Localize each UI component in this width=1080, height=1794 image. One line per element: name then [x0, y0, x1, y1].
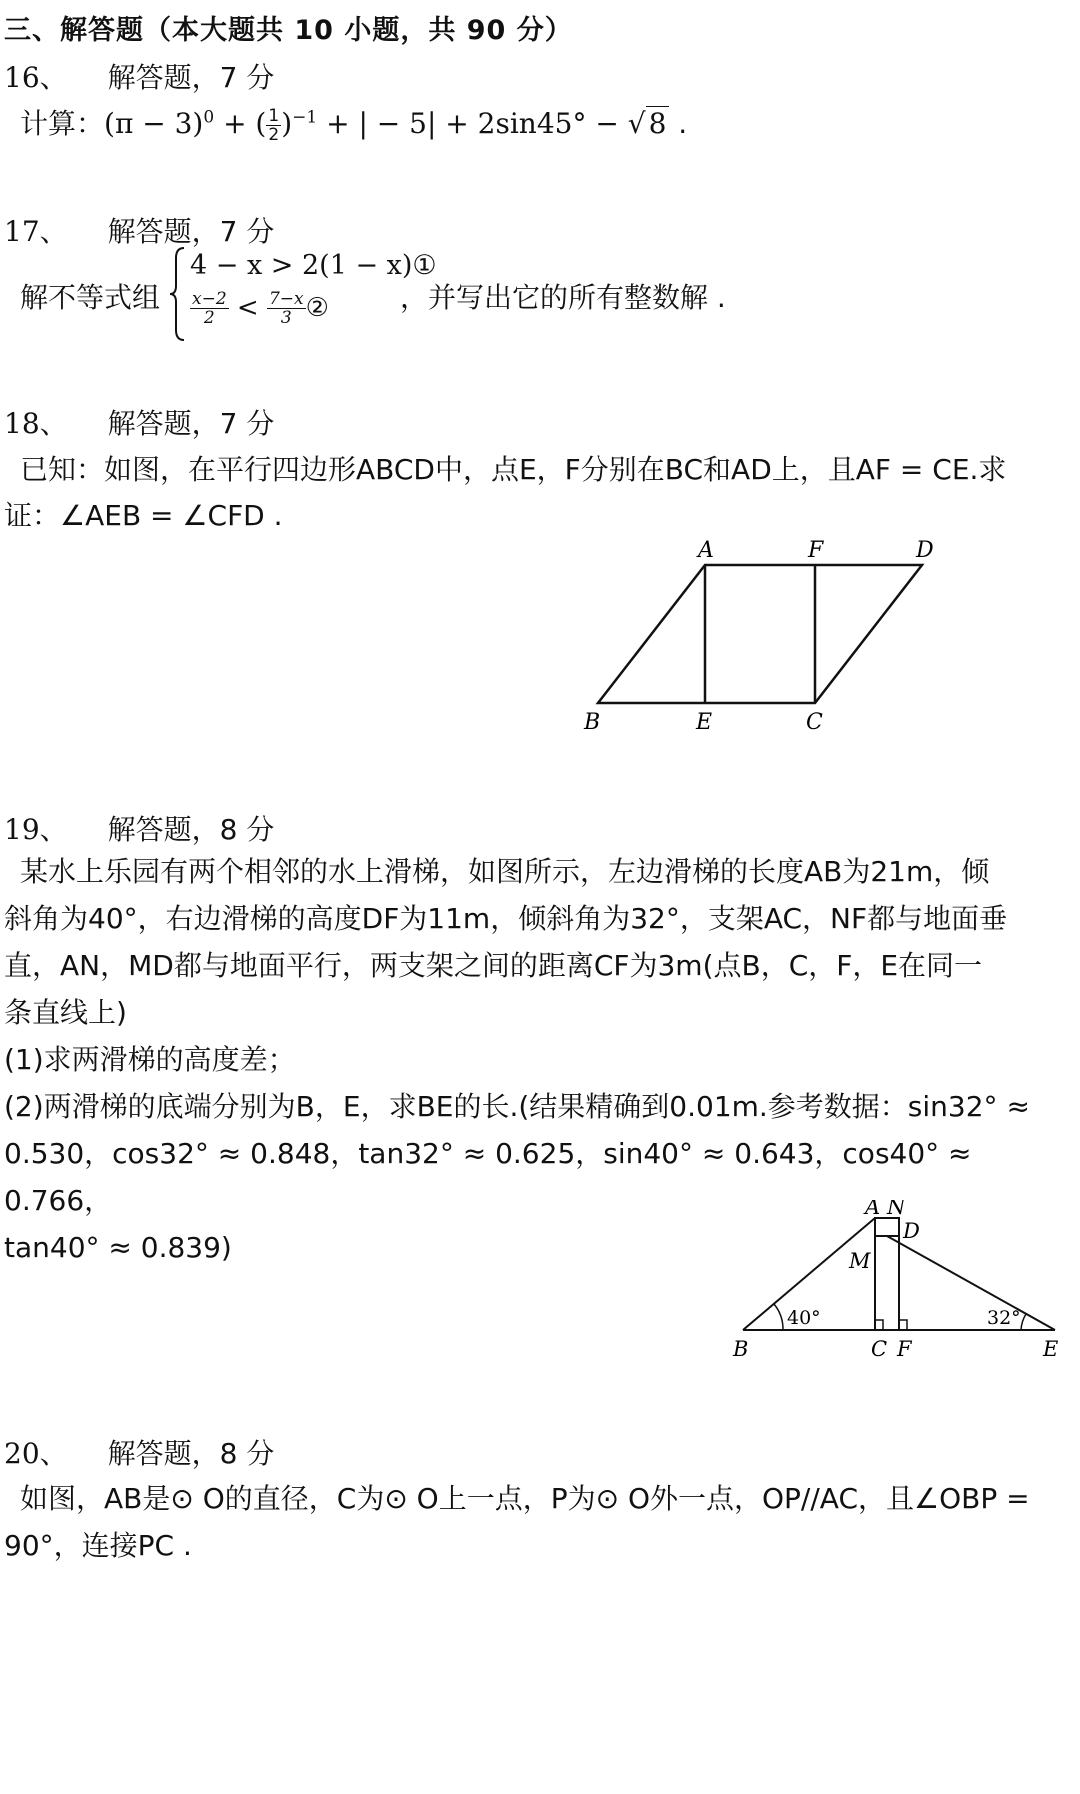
sqrt-sign: √ — [627, 107, 646, 140]
inequality-1: 4 − x > 2(1 − x)① — [190, 250, 437, 281]
expr-part: (π − 3) — [104, 107, 204, 140]
question-16-body: 计算：$(\pi - 3)^0$ + ( $\frac{1}{2}$ )$^{-1}$ + | − 5| + 2sin45° − √ 8 . — [20, 105, 688, 145]
question-number: 18、 — [4, 407, 68, 440]
label-c: C — [871, 1337, 888, 1361]
section-title: 三、解答题（本大题共 10 小题，共 90 分） — [4, 15, 573, 46]
question-type: 解答题，8 分 — [107, 813, 275, 846]
tail-text: . — [669, 107, 688, 140]
label-m: M — [849, 1249, 871, 1273]
label-a: A — [698, 538, 714, 563]
left-brace — [168, 246, 188, 342]
prefix-text: 计算： — [20, 107, 105, 140]
question-number: 20、 — [4, 1437, 68, 1470]
right-angle-c — [875, 1320, 883, 1330]
circle-2: ② — [305, 293, 329, 323]
text-line: (1)求两滑梯的高度差； — [4, 1043, 296, 1076]
question-type: 解答题，7 分 — [107, 61, 275, 94]
text-line: 0.530，cos32° ≈ 0.848，tan32° ≈ 0.625，sin40° ≈ 0.643，cos40° ≈ 0.766， — [4, 1137, 972, 1217]
label-e: E — [1043, 1337, 1059, 1361]
label-e: E — [696, 710, 713, 735]
question-type: 解答题，7 分 — [107, 407, 275, 440]
angle-32-label: 32° — [987, 1307, 1021, 1329]
fraction: $\frac{1}{2}$ — [268, 105, 280, 145]
question-type: 解答题，8 分 — [107, 1437, 275, 1470]
exponent: 0 — [203, 107, 215, 128]
question-number: 19、 — [4, 813, 68, 846]
label-b: B — [733, 1337, 749, 1361]
question-18-line-2: 证：∠AEB = ∠CFD . — [4, 499, 283, 532]
system-suffix: ，并写出它的所有整数解 . — [400, 281, 726, 314]
right-slide — [887, 1236, 1055, 1330]
text-line: (2)两滑梯的底端分别为B，E，求BE的长.(结果精确到0.01m.参考数据：sin32° ≈ — [4, 1090, 1030, 1123]
label-n: N — [887, 1200, 906, 1219]
text-line: 斜角为40°，右边滑梯的高度DF为11m，倾斜角为32°，支架AC，NF都与地面垂 — [4, 902, 1008, 935]
text-line: tan40° ≈ 0.839) — [4, 1231, 232, 1264]
question-20-body — [4, 1475, 1072, 1569]
question-type: 解答题，7 分 — [107, 215, 275, 248]
question-number: 17、 — [4, 215, 68, 248]
label-f: F — [897, 1337, 912, 1361]
question-number: 16、 — [4, 61, 68, 94]
label-a: A — [865, 1200, 881, 1219]
text-line: 条直线上) — [4, 996, 127, 1029]
right-angle-f — [899, 1320, 907, 1330]
label-d: D — [903, 1219, 920, 1243]
question-20-header — [4, 1432, 274, 1472]
less-than: < — [228, 293, 267, 323]
angle-40-label: 40° — [787, 1307, 821, 1329]
fraction-1: $\frac{x-2}{2}$ — [192, 289, 227, 328]
sqrt-arg: 8 — [646, 106, 670, 140]
water-slide-figure — [725, 1200, 1065, 1380]
inequality-2 — [190, 290, 329, 327]
expr-part: + ( — [214, 107, 267, 140]
exponent: −1 — [292, 107, 318, 128]
fraction-2: $\frac{7-x}{3}$ — [268, 289, 304, 328]
angle-arc-right — [1021, 1314, 1026, 1330]
label-d: D — [916, 538, 934, 563]
text-line: 90°，连接PC . — [4, 1529, 192, 1562]
question-16-header — [4, 56, 274, 96]
text-line: 某水上乐园有两个相邻的水上滑梯，如图所示，左边滑梯的长度AB为21m，倾 — [20, 855, 990, 888]
text-line: 直，AN，MD都与地面平行，两支架之间的距离CF为3m(点B，C，F，E在同一 — [4, 949, 983, 982]
angle-arc-left — [774, 1304, 783, 1330]
label-f: F — [808, 538, 824, 563]
system-prefix: 解不等式组 — [20, 281, 161, 314]
question-18-line-1: 已知：如图，在平行四边形ABCD中，点E，F分别在BC和AD上，且AF = CE.求 — [20, 453, 1007, 486]
support-frame — [875, 1218, 899, 1330]
expr-part: + | − 5| + 2sin45° − — [317, 107, 628, 140]
parallelogram-abcd — [598, 565, 922, 703]
question-18-header — [4, 402, 274, 442]
parallelogram-figure — [570, 535, 960, 745]
label-c: C — [806, 710, 823, 735]
label-b: B — [584, 710, 601, 735]
text-line: 如图，AB是⊙ O的直径，C为⊙ O上一点，P为⊙ O外一点，OP//AC，且∠OBP = — [20, 1482, 1030, 1515]
question-19-header — [4, 808, 274, 848]
question-17-header — [4, 210, 274, 250]
